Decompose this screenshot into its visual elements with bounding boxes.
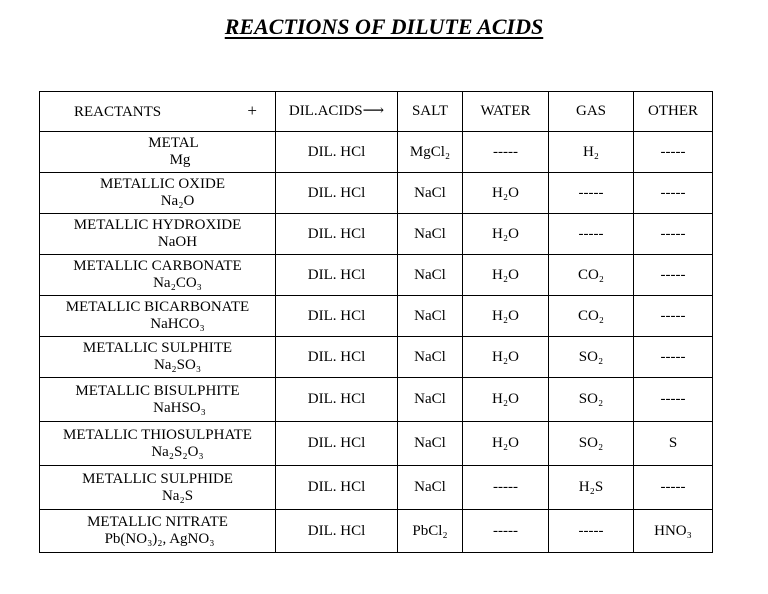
salt-cell: NaCl <box>398 422 463 466</box>
reactant-cell <box>40 466 276 510</box>
reactant-cell <box>40 255 276 296</box>
plus-sign: + <box>247 101 257 120</box>
gas-cell: SO₂ <box>549 422 634 466</box>
salt-cell: NaCl <box>398 173 463 214</box>
table-row <box>40 422 713 466</box>
reactant-formula: Na₂O <box>160 193 195 209</box>
reactant-cell <box>40 296 276 337</box>
salt-cell: NaCl <box>398 214 463 255</box>
reactant-formula: Pb(NO₃)₂, AgNO₃ <box>104 531 215 547</box>
table-row <box>40 214 713 255</box>
acid-cell: DIL. HCl <box>276 214 398 255</box>
acid-cell: DIL. HCl <box>276 173 398 214</box>
table-row <box>40 337 713 378</box>
acid-cell: DIL. HCl <box>276 422 398 466</box>
water-cell: H₂O <box>463 378 549 422</box>
reactant-name: METALLIC BISULPHITE <box>75 382 240 399</box>
reactant-cell <box>40 422 276 466</box>
reactant-cell <box>40 132 276 173</box>
reactant-cell <box>40 214 276 255</box>
water-cell: H₂O <box>463 214 549 255</box>
header-reactants <box>40 92 276 132</box>
reactant-name: METALLIC SULPHITE <box>82 340 233 356</box>
reactant-cell <box>40 378 276 422</box>
reactant-formula: Na₂S₂O₃ <box>151 443 204 460</box>
acid-cell: DIL. HCl <box>276 296 398 337</box>
other-cell: ----- <box>634 132 713 173</box>
page-title: REACTIONS OF DILUTE ACIDS <box>224 14 544 39</box>
reactant-name: METALLIC BICARBONATE <box>65 299 250 315</box>
reactant-name: METALLIC OXIDE <box>99 176 226 192</box>
reactions-table <box>39 91 713 553</box>
other-cell: S <box>634 422 713 466</box>
reactant-cell <box>40 337 276 378</box>
table-row <box>40 510 713 553</box>
salt-cell: NaCl <box>398 255 463 296</box>
acid-cell: DIL. HCl <box>276 378 398 422</box>
table-row <box>40 378 713 422</box>
water-cell: H₂O <box>463 173 549 214</box>
other-cell: ----- <box>634 296 713 337</box>
gas-cell: SO₂ <box>549 337 634 378</box>
water-cell: H₂O <box>463 337 549 378</box>
header-water: WATER <box>463 92 549 132</box>
reactant-name: METAL <box>148 135 199 151</box>
salt-cell: PbCl₂ <box>398 510 463 553</box>
reactant-cell <box>40 173 276 214</box>
gas-cell: ----- <box>549 173 634 214</box>
other-cell: ----- <box>634 255 713 296</box>
gas-cell: H₂ <box>549 132 634 173</box>
water-cell: H₂O <box>463 255 549 296</box>
header-row <box>40 92 713 132</box>
gas-cell: CO₂ <box>549 255 634 296</box>
table-row <box>40 132 713 173</box>
gas-cell: CO₂ <box>549 296 634 337</box>
header-acids: DIL.ACIDS⟶ <box>276 92 398 132</box>
table-row <box>40 296 713 337</box>
other-cell: ----- <box>634 466 713 510</box>
reactant-formula: NaOH <box>157 234 198 250</box>
reactant-formula: Na₂SO₃ <box>153 357 202 373</box>
other-cell: ----- <box>634 214 713 255</box>
water-cell: H₂O <box>463 296 549 337</box>
acid-cell: DIL. HCl <box>276 466 398 510</box>
other-cell: ----- <box>634 173 713 214</box>
header-other: OTHER <box>634 92 713 132</box>
reactant-formula: NaHCO₃ <box>150 316 205 332</box>
water-cell: ----- <box>463 132 549 173</box>
acid-cell: DIL. HCl <box>276 132 398 173</box>
acid-cell: DIL. HCl <box>276 255 398 296</box>
table-row <box>40 466 713 510</box>
header-salt: SALT <box>398 92 463 132</box>
water-cell: ----- <box>463 466 549 510</box>
other-cell: HNO₃ <box>634 510 713 553</box>
reactant-name: METALLIC HYDROXIDE <box>73 217 242 233</box>
salt-cell: NaCl <box>398 296 463 337</box>
acid-cell: DIL. HCl <box>276 510 398 553</box>
water-cell: ----- <box>463 510 549 553</box>
other-cell: ----- <box>634 337 713 378</box>
gas-cell: ----- <box>549 214 634 255</box>
acid-cell: DIL. HCl <box>276 337 398 378</box>
gas-cell: SO₂ <box>549 378 634 422</box>
salt-cell: NaCl <box>398 466 463 510</box>
gas-cell: ----- <box>549 510 634 553</box>
reactant-formula: Na₂CO₃ <box>153 275 202 291</box>
reactant-name: METALLIC SULPHIDE <box>82 470 233 487</box>
salt-cell: NaCl <box>398 378 463 422</box>
gas-cell: H₂S <box>549 466 634 510</box>
reactant-formula: NaHSO₃ <box>153 399 206 416</box>
salt-cell: MgCl₂ <box>398 132 463 173</box>
salt-cell: NaCl <box>398 337 463 378</box>
table-row <box>40 255 713 296</box>
header-gas: GAS <box>549 92 634 132</box>
reactant-name: METALLIC NITRATE <box>87 514 228 530</box>
reactant-cell <box>40 510 276 553</box>
reactant-formula: Mg <box>169 152 191 168</box>
water-cell: H₂O <box>463 422 549 466</box>
other-cell: ----- <box>634 378 713 422</box>
reactant-name: METALLIC CARBONATE <box>73 258 242 274</box>
reactant-name: METALLIC THIOSULPHATE <box>63 426 252 443</box>
header-reactants-label: REACTANTS <box>74 104 162 120</box>
reactant-formula: Na₂S <box>161 487 194 504</box>
table-row <box>40 173 713 214</box>
